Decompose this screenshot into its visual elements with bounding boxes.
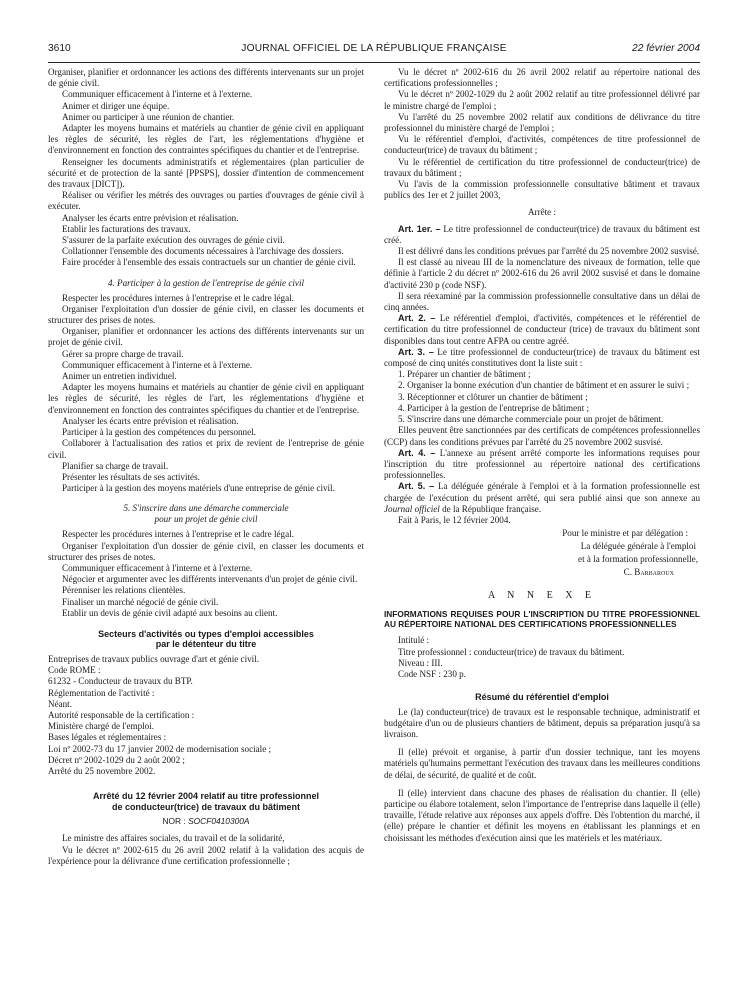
paragraph: Participer à la gestion des moyens matériels d'une entreprise de génie civil.	[62, 483, 335, 494]
paragraph: Réaliser ou vérifier les métrés des ouvrages ou parties d'ouvrages de génie civil à exécuter.	[48, 190, 364, 212]
article-4	[384, 448, 700, 482]
paragraph: Il est délivré dans les conditions prévues par l'arrêté du 25 novembre 2002 susvisé.	[398, 246, 700, 257]
paragraph: Animer et diriger une équipe.	[62, 100, 170, 111]
article-5-text-1: La déléguée générale à l'emploi et à la formation professionnelle est chargée de l'exécution du présent arrêté, qui sera publié ainsi que son annexe au	[384, 481, 700, 503]
header-rule	[48, 62, 700, 63]
arrete-heading-line-1: Arrêté du 12 février 2004 relatif au titre professionnel	[92, 791, 320, 802]
paragraph: 61232 - Conducteur de travaux du BTP.	[48, 676, 193, 687]
paragraph: Vu le référentiel de certification du titre professionnel de conducteur(trice) de travaux du bâtiment ;	[384, 156, 700, 178]
signature-line-1: Pour le ministre et par délégation :	[562, 528, 688, 539]
paragraph: Négocier et argumenter avec les différents intervenants d'un projet de génie civil.	[62, 574, 358, 585]
page-number: 3610	[48, 43, 71, 54]
paragraph: Titre professionnel : conducteur(trice) de travaux du bâtiment.	[398, 646, 625, 657]
left-column	[48, 67, 364, 867]
paragraph: Gérer sa propre charge de travail.	[62, 348, 184, 359]
paragraph: Communiquer efficacement à l'interne et à l'externe.	[62, 562, 253, 573]
article-5-text-2: de la République française.	[442, 503, 542, 514]
page-header	[48, 43, 700, 57]
paragraph: Loi nº 2002-73 du 17 janvier 2002 de modernisation sociale ;	[48, 743, 272, 754]
article-5-journal: Journal officiel	[384, 503, 440, 514]
resume-heading: Résumé du référentiel d'emploi	[475, 692, 609, 703]
paragraph: Intitulé :	[398, 635, 430, 646]
paragraph: Analyser les écarts entre prévision et réalisation.	[62, 212, 239, 223]
nor-code: SOCF0410300A	[188, 816, 250, 827]
signature-line-3: et à la formation professionnelle,	[578, 554, 698, 565]
paragraph: Communiquer efficacement à l'interne et à l'externe.	[62, 359, 253, 370]
paragraph: Il est classé au niveau III de la nomenclature des niveaux de formation, telle que définie à l'article 2 du décret nº 2002-616 du 26 avril 2002 susvisé et dans le domaine d'activité 230 p (code NSF).	[384, 257, 700, 290]
paragraph: Ministère chargé de l'emploi.	[48, 721, 155, 732]
article-5	[384, 481, 700, 515]
paragraph: Planifier sa charge de travail.	[62, 460, 169, 471]
article-3-text: Le titre professionnel de conducteur(trice) de travaux du bâtiment est composé de cinq unités constitutives dont la liste suit :	[384, 346, 701, 369]
secteurs-list	[48, 654, 364, 777]
paragraph: Niveau : III.	[398, 657, 443, 668]
list-item: 2. Organiser la bonne exécution d'un chantier de bâtiment et en assurer le suivi ;	[398, 380, 690, 391]
paragraph: Pérenniser les relations clientèles.	[62, 585, 186, 596]
list-item: 4. Participer à la gestion de l'entreprise de bâtiment ;	[398, 402, 590, 413]
paragraph: Etablir les facturations des travaux.	[62, 223, 191, 234]
article-2	[384, 313, 700, 347]
right-column	[384, 67, 700, 844]
paragraph: Code ROME :	[48, 665, 101, 676]
paragraph: Code NSF : 230 p.	[398, 668, 466, 679]
paragraph: Organiser, planifier et ordonnancer les actions des différents intervenants sur un projet de génie civil.	[48, 326, 364, 348]
article-1-text: Le titre professionnel de conducteur(trice) de travaux du bâtiment est créé.	[384, 223, 701, 245]
paragraph: Respecter les procédures internes à l'entreprise et le cadre légal.	[62, 529, 294, 540]
secteurs-heading-line-2: par le détenteur du titre	[155, 639, 257, 650]
fait-a-paris: Fait à Paris, le 12 février 2004.	[398, 514, 511, 525]
arrete-heading-line-2: de conducteur(trice) de travaux du bâtiment	[111, 801, 301, 812]
annexe-caps-heading: INFORMATIONS REQUISES POUR L'INSCRIPTION DU TITRE PROFESSIONNEL AU RÉPERTOIRE NATIONAL DES CERTIFICATIONS PROFESSIONNELLES	[384, 609, 700, 630]
paragraph: Organiser, planifier et ordonnancer les actions des différents intervenants sur un projet de génie civil.	[48, 67, 364, 89]
paragraph: Réglementation de l'activité :	[48, 687, 155, 698]
paragraph: Faire procéder à l'ensemble des essais contractuels sur un chantier de génie civil.	[62, 257, 356, 268]
article-3-label: Art. 3. –	[398, 346, 434, 357]
article-3	[384, 347, 700, 369]
paragraph: S'assurer de la parfaite exécution des ouvrages de génie civil.	[62, 235, 285, 246]
section-5-title	[48, 503, 364, 525]
paragraph: Adapter les moyens humains et matériels au chantier de génie civil en appliquant les règles de sécurité, les règles de l'art, les réglementations d'hygiène et d'environnement en fonction des contraintes spécifiques du chantier et de l'entreprise.	[48, 123, 364, 156]
article-2-text: Le référentiel d'emploi, d'activités, compétences et le référentiel de certification du titre professionnel de conducteur (trice) de travaux du bâtiment sont disponibles dans tout centre AFPA ou centre agréé.	[384, 313, 701, 346]
paragraph: Collationner l'ensemble des documents nécessaires à l'archivage des dossiers.	[62, 246, 344, 257]
annexe-title: A N N E X E	[487, 590, 597, 602]
nor-reference	[48, 816, 364, 827]
paragraph: Collaborer à l'actualisation des ratios et prix de revient de l'entreprise de génie civil.	[48, 438, 364, 460]
article-4-label: Art. 4. –	[398, 447, 436, 458]
list-item: 5. S'inscrire dans une démarche commerciale pour un projet de bâtiment.	[398, 414, 664, 425]
paragraph: Vu l'avis de la commission professionnelle consultative bâtiment et travaux publics des 1er et 2 juillet 2003,	[384, 179, 700, 201]
section-5-title-line-2: pour un projet de génie civil	[154, 514, 258, 525]
paragraph: Vu le décret nº 2002-616 du 26 avril 2002 relatif au répertoire national des certifications professionnelles ;	[384, 67, 700, 89]
arrete-label: Arrête :	[527, 207, 557, 218]
secteurs-heading-line-1: Secteurs d'activités ou types d'emploi accessibles	[98, 628, 314, 639]
paragraph: Bases légales et réglementaires :	[48, 732, 167, 743]
resume-text	[384, 707, 700, 844]
article-3-list	[384, 369, 700, 425]
list-item: 1. Préparer un chantier de bâtiment ;	[398, 369, 531, 380]
paragraph: Il (elle) intervient dans chacune des phases de réalisation du chantier. Il (elle) participe ou élabore totalement, selon l'importance de l'entreprise dans laquelle il (elle) travaille, l'étude relative aux réponses aux appels d'offre. Dès l'obtention du marché, il (elle) prépare le chantier et définit les moyens en établissant les plannings et en choisissant les méthodes d'exécution ainsi que les matériels et les matériaux.	[384, 787, 700, 843]
paragraph: Vu le référentiel d'emploi, d'activités, compétences de titre professionnel de conducteur(trice) de travaux du bâtiment ;	[384, 134, 700, 156]
paragraph: Vu l'arrêté du 25 novembre 2002 relatif aux conditions de délivrance du titre professionnel du ministère chargé de l'emploi ;	[384, 111, 700, 134]
paragraph: Entreprises de travaux publics ouvrage d'art et génie civil.	[48, 653, 259, 664]
paragraph: Renseigner les documents administratifs et réglementaires (plan particulier de sécurité et de protection de la santé [PPSPS], dossier d'intention de commencement des travaux [DICT]).	[48, 156, 364, 190]
paragraph: Organiser l'exploitation d'un dossier de génie civil, en classer les documents et structurer des prises de notes.	[48, 303, 364, 326]
list-item: 3. Réceptionner et clôturer un chantier de bâtiment ;	[398, 391, 588, 402]
article-5-label: Art. 5. –	[398, 481, 435, 492]
section-4-title: 4. Participer à la gestion de l'entreprise de génie civil	[107, 277, 305, 288]
paragraph: Communiquer efficacement à l'interne et à l'externe.	[62, 89, 253, 100]
paragraph: Finaliser un marché négocié de génie civil.	[62, 596, 219, 607]
section-5-title-line-1: 5. S'inscrire dans une démarche commerciale	[123, 503, 289, 514]
paragraph: Organiser l'exploitation d'un dossier de génie civil, en classer les documents et structurer des prises de notes.	[48, 540, 364, 562]
signature-name: C. Barbaroux	[623, 567, 674, 578]
paragraph: Néant.	[48, 698, 72, 709]
vu-list	[384, 67, 700, 201]
article-4-text: L'annexe au présent arrêté comporte les informations requises pour l'inscription du titre professionnel au répertoire national des certifications professionnelles.	[384, 447, 700, 481]
paragraph: Etablir un devis de génie civil adapté aux besoins au client.	[62, 607, 278, 618]
paragraph: Analyser les écarts entre prévision et réalisation.	[62, 415, 239, 426]
paragraph: Participer à la gestion des compétences du personnel.	[62, 427, 256, 438]
issue-date: 22 février 2004	[632, 43, 700, 54]
section-4-list	[48, 293, 364, 495]
signature-block	[384, 528, 700, 578]
paragraph: Il sera réexaminé par la commission professionnelle consultative dans un délai de cinq années.	[384, 290, 700, 313]
section-5-list	[48, 529, 364, 619]
intro-list	[48, 67, 364, 269]
nor-label: NOR :	[162, 816, 186, 827]
paragraph: Arrêté du 25 novembre 2002.	[48, 765, 156, 776]
secteurs-heading	[48, 629, 364, 650]
paragraph: Il (elle) prévoit et organise, à partir d'un dossier technique, tant les moyens matériels qu'humains permettant l'exécution des travaux dans les meilleures conditions de délai, de sécurité, de qualité et de coût.	[384, 747, 700, 780]
article-2-label: Art. 2. –	[398, 313, 436, 324]
paragraph: Autorité responsable de la certification :	[48, 709, 195, 720]
signature-line-2: La déléguée générale à l'emploi	[580, 541, 696, 552]
paragraph: Respecter les procédures internes à l'entreprise et le cadre légal.	[62, 292, 294, 303]
paragraph: Le ministre des affaires sociales, du travail et de la solidarité,	[62, 833, 285, 844]
paragraph: Adapter les moyens humains et matériels au chantier de génie civil en appliquant les règles de sécurité, les règles de l'art, les réglementations d'hygiène et d'environnement en fonction des contraintes spécifiques du chantier et de l'entreprise.	[48, 382, 364, 415]
article-1-label: Art. 1er. –	[398, 223, 441, 234]
arrete-heading	[48, 791, 364, 812]
paragraph: Animer ou participer à une réunion de chantier.	[62, 111, 235, 122]
journal-title: JOURNAL OFFICIEL DE LA RÉPUBLIQUE FRANÇAISE	[241, 43, 507, 54]
paragraph: Le (la) conducteur(trice) de travaux est le responsable technique, administratif et budgétaire d'un ou de plusieurs chantiers de bâtiment, depuis sa préparation jusqu'à sa livraison.	[384, 706, 700, 740]
paragraph: Présenter les résultats de ses activités.	[62, 471, 200, 482]
paragraph: Décret nº 2002-1029 du 2 août 2002 ;	[48, 754, 185, 765]
article-1	[384, 224, 700, 246]
paragraph: Animer un entretien individuel.	[62, 371, 177, 382]
paragraph: Vu le décret nº 2002-1029 du 2 août 2002 relatif au titre professionnel délivré par le ministre chargé de l'emploi ;	[384, 89, 700, 111]
annexe-lines	[384, 635, 700, 680]
paragraph: Vu le décret nº 2002-615 du 26 avril 2002 relatif à la validation des acquis de l'expérience pour la délivrance d'une certification professionnelle ;	[48, 844, 364, 866]
paragraph: Elles peuvent être sanctionnées par des certificats de compétences professionnelles (CCP) dans les conditions prévues par l'arrêté du 25 novembre 2002 susvisé.	[384, 425, 700, 447]
